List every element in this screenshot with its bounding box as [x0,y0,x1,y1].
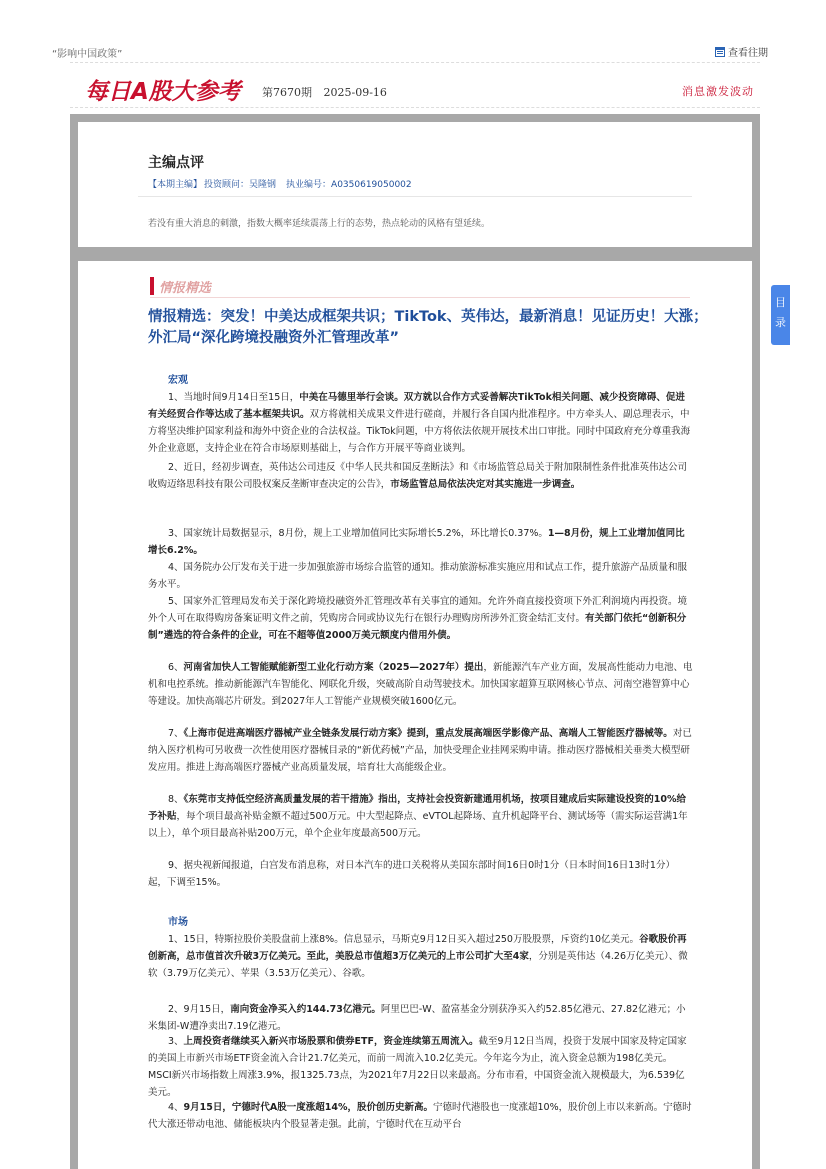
news-item-bold: 有关部门依托“创新积分制”遴选的符合条件的企业，可在不超等值2000万美元额度内借用外债。 [148,613,687,641]
calendar-icon [715,47,725,57]
section-label-text: 情报精选 [159,281,212,296]
news-item [148,857,693,891]
news-item [148,659,693,710]
news-item [148,559,693,593]
news-item-bold: 中美在马德里举行会谈。双方就以合作方式妥善解决TikTok相关问题、减少投资障碍、促进有关经贸合作等达成了基本框架共识。 [148,392,685,420]
motto: 消息激发波动 [682,85,754,98]
macro-title: 宏观 [168,375,188,386]
editor-title: 主编点评 [148,155,204,171]
news-item-bold: 南向资金净买入约144.73亿港元。 [230,1004,381,1015]
news-item-pre: 7、 [168,728,184,739]
news-item [148,459,693,493]
news-item-bold: 河南省加快人工智能赋能新型工业化行动方案（2025—2027年）提出 [183,662,484,673]
logo: 每日A股大参考 [85,79,241,105]
editor-tag: 【本期主编】 [148,180,203,190]
market-title: 市场 [168,917,188,928]
intel-card [70,253,760,1169]
header-divider-bottom [70,107,760,108]
news-item-bold: 1—8月份，规上工业增加值同比增长6.2%。 [148,528,685,556]
news-item [148,725,693,776]
news-item-pre: 4、 [168,1102,184,1113]
news-item-pre: 1、当地时间9月14日至15日， [168,392,300,403]
news-item [148,1033,693,1101]
news-item [148,525,693,559]
news-item [148,1099,693,1133]
news-item [148,931,693,982]
editor-divider [138,196,692,197]
news-item-pre: 1、15日，特斯拉股价美股盘前上涨8%。信息显示，马斯克9月12日买入超过250万股股票，斥资约10亿美元。 [168,934,640,945]
news-item-post: ，分别是英伟达（4.26万亿美元）、微软（3.79万亿美元）、苹果（3.53万亿美元）、谷歌。 [148,951,688,979]
news-item [148,389,693,457]
section-bar [150,277,154,295]
editor-comment: 若没有重大消息的刺激，指数大概率延续震荡上行的态势，热点轮动的风格有望延续。 [148,219,491,229]
news-item-pre: 6、 [168,662,184,673]
top-bar [0,0,826,70]
news-item-pre: 2、9月15日， [168,1004,231,1015]
news-item-pre: 8、 [168,794,184,805]
tagline: “影响中国政策” [52,49,123,60]
history-label: 查看往期 [728,48,768,59]
editor-meta [148,177,422,190]
news-item [148,1001,693,1035]
headline: 情报精选：突发！中美达成框架共识；TikTok、英伟达，最新消息！见证历史！大涨；外汇局“深化跨境投融资外汇管理改革” [148,309,708,346]
news-item-pre: 5、国家外汇管理局发布关于深化跨境投融资外汇管理改革有关事宜的通知。允许外商直接投资项下外汇利润境内再投资。境外个人可在取得购房备案证明文件之前，凭购房合同或协议先行在银行办理购房所涉外汇资金结汇支付。 [148,596,688,624]
news-item-bold: 市场监管总局依法决定对其实施进一步调查。 [390,479,581,490]
news-item-bold: 《东莞市支持低空经济高质量发展的若干措施》指出，支持社会投资新建通用机场，按项目建成后实际建设投资的10%给予补贴 [148,794,687,822]
news-item [148,593,693,644]
news-item-pre: 3、国家统计局数据显示，8月份，规上工业增加值同比实际增长5.2%，环比增长0.37%。 [168,528,548,539]
issue-date: 2025-09-16 [323,86,387,99]
news-item-post: 阿里巴巴-W、盈富基金分别获净买入约52.85亿港元、27.82亿港元；小米集团-W遭净卖出7.19亿港元。 [148,1004,686,1032]
news-item-pre: 2、近日，经初步调查，英伟达公司违反《中华人民共和国反垄断法》和《市场监管总局关于附加限制性条件批准英伟达公司收购迈络思科技有限公司股权案反垄断审查决定的公告》， [148,462,688,490]
news-item-bold: 《上海市促进高端医疗器械产业全链条发展行动方案》提到，重点发展高端医学影像产品、高端人工智能医疗器械等。 [183,728,673,739]
header-divider-top [70,62,760,63]
editor-license: 执业编号：A0350619050002 [286,180,412,190]
news-item-post: 双方将就相关成果文件进行磋商，并履行各自国内批准程序。中方牵头人、副总理表示，中方将坚决维护国家利益和海外中资企业的合法权益。TikTok问题，中方将依法依规开展技术出口审批。同时中国政府充分尊重我海外企业意愿，支持企业在符合市场原则基础上，与合作方开展平等商业谈判。 [148,409,691,454]
news-item-post: 对已纳入医疗机构可另收费一次性使用医疗器械目录的“新优药械”产品，加快受理企业挂网采购申请。推动医疗器械相关垂类大模型研发应用。推进上海高端医疗器械产业高质量发展，培育壮大高能级企业。 [148,728,692,773]
news-item-bold: 9月15日，宁德时代A股一度涨超14%，股价创历史新高。 [183,1102,433,1113]
news-item-post: ，每个项目最高补贴金额不超过500万元。中大型起降点、eVTOL起降场、直升机起降平台、测试场等（需实际运营满1年以上），单个项目最高补贴200万元，单个企业年度最高500万元。 [148,811,688,839]
news-item-post: 宁德时代港股也一度涨超10%，股价创上市以来新高。宁德时代大涨还带动电池、储能板块内个股显著走强。此前，宁德时代在互动平台 [148,1102,692,1130]
news-item-bold: 谷歌股价再创新高，总市值首次升破3万亿美元。至此，美股总市值超3万亿美元的上市公司扩大至4家 [148,934,687,962]
history-link[interactable] [715,44,768,59]
news-item-pre: 3、 [168,1036,184,1047]
news-item-pre: 4、国务院办公厅发布关于进一步加强旅游市场综合监管的通知。推动旅游标准实施应用和试点工作，提升旅游产品质量和服务水平。 [148,562,688,590]
issue-number: 第7670期 [262,86,312,99]
news-item [148,791,693,842]
news-item-post: 截至9月12日当周，投资于发展中国家及特定国家的美国上市新兴市场ETF资金流入合计21.7亿美元，而前一周流入10.2亿美元。今年迄今为止，流入资金总额为198亿美元。MSCI新兴市场指数上周涨3.9%，报1325.73点，为2021年7月22日以来最高。分布市看，中国资金流入规模最大，为6.539亿美元。 [148,1036,687,1098]
news-item-post: ，新能源汽车产业方面，发展高性能动力电池、电机和电控系统。推动新能源汽车智能化、网联化升级，突破高阶自动驾驶技术。加快国家超算互联网核心节点、河南空港智算中心等建设。加快高端芯片研发。到2027年人工智能产业规模突破1600亿元。 [148,662,693,707]
issue-info [262,84,395,100]
toc-button[interactable]: 目录 [771,285,790,345]
section-label [150,275,330,297]
editor-card [70,114,760,255]
news-item-bold: 上周投资者继续买入新兴市场股票和债券ETF，资金连续第五周流入。 [183,1036,479,1047]
news-item-pre: 9、据央视新闻报道，白宫发布消息称，对日本汽车的进口关税将从美国东部时间16日0时1分（日本时间16日13时1分）起，下调至15%。 [148,860,675,888]
section-underline [150,297,690,298]
editor-advisor: 投资顾问：吴隆钢 [204,180,277,190]
